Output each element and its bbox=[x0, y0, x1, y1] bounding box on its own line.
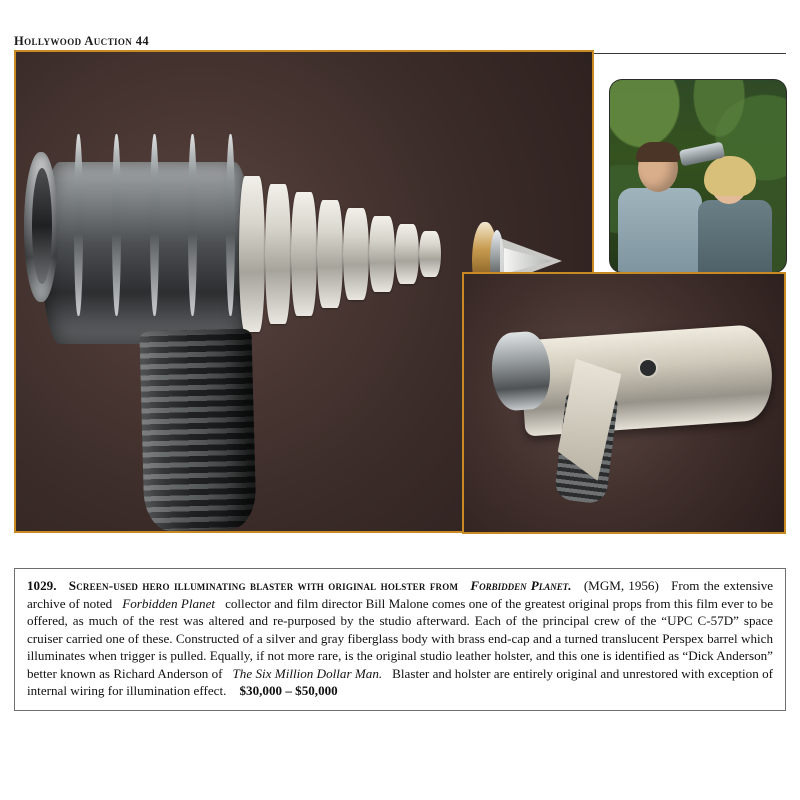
end-cap-inner bbox=[32, 168, 52, 284]
actor-hair bbox=[636, 142, 680, 162]
film-still-photo bbox=[610, 80, 786, 272]
cage-ring-1 bbox=[74, 134, 83, 316]
lot-body-part-2: collector and film director Bill Malone comes one of the greatest original props from this film ever to be offered, as much of the rest was altered and re-purposed by the studio afterward. Each of the principal crew of the “UPC C-57D” space cruiser carried one of these. Constructed of a silver and gray fiberglass body with brass end-cap and a turned translucent Perspex barrel which illuminates when trigger is pulled. Equally, if not more rare, is the original studio leather holster, and this one is identified as “Dick Anderson” better known as Richard Anderson of bbox=[27, 595, 774, 681]
cage-ring-4 bbox=[188, 134, 197, 316]
running-head-title: Hollywood Auction 44 bbox=[14, 34, 149, 48]
lot-number: 1029. bbox=[27, 578, 57, 593]
lot-title-film: Forbidden Planet. bbox=[470, 578, 572, 593]
lot-body-film-1: Forbidden Planet bbox=[122, 595, 216, 611]
barrel-fin-5 bbox=[343, 208, 369, 300]
lot-title: Screen-used hero illuminating blaster with original holster from bbox=[68, 578, 459, 593]
lot-description bbox=[27, 577, 773, 700]
actress-hair bbox=[704, 156, 756, 196]
blaster-grip-shading bbox=[139, 329, 256, 532]
barrel-fin-6 bbox=[369, 216, 395, 292]
film-still-actress bbox=[692, 160, 776, 272]
holster-stud bbox=[640, 360, 656, 376]
cage-ring-3 bbox=[150, 134, 159, 316]
actor-body bbox=[618, 188, 702, 272]
barrel-fin-3 bbox=[291, 192, 317, 316]
barrel-fin-2 bbox=[265, 184, 291, 324]
lot-estimate: $30,000 – $50,000 bbox=[239, 683, 338, 698]
lot-caption-box bbox=[14, 568, 786, 711]
actress-body bbox=[698, 200, 772, 272]
lot-body-part-1: From the extensive archive of noted bbox=[27, 578, 774, 611]
barrel-fin-4 bbox=[317, 200, 343, 308]
tapered-barrel bbox=[239, 174, 469, 334]
lot-body-film-2: The Six Million Dollar Man. bbox=[232, 665, 383, 681]
leather-holster-body bbox=[519, 323, 775, 436]
holster-photo bbox=[462, 272, 786, 534]
lot-studio-year: (MGM, 1956) bbox=[583, 578, 659, 593]
barrel-fin-1 bbox=[239, 176, 265, 332]
barrel-fin-8 bbox=[419, 231, 441, 277]
cage-ring-5 bbox=[226, 134, 235, 316]
image-plate bbox=[14, 50, 786, 555]
barrel-fin-7 bbox=[395, 224, 419, 284]
cage-ring-2 bbox=[112, 134, 121, 316]
lot-body-part-3: Blaster and holster are entirely original and unrestored with exception of internal wiring for illumination effect. bbox=[27, 665, 773, 698]
